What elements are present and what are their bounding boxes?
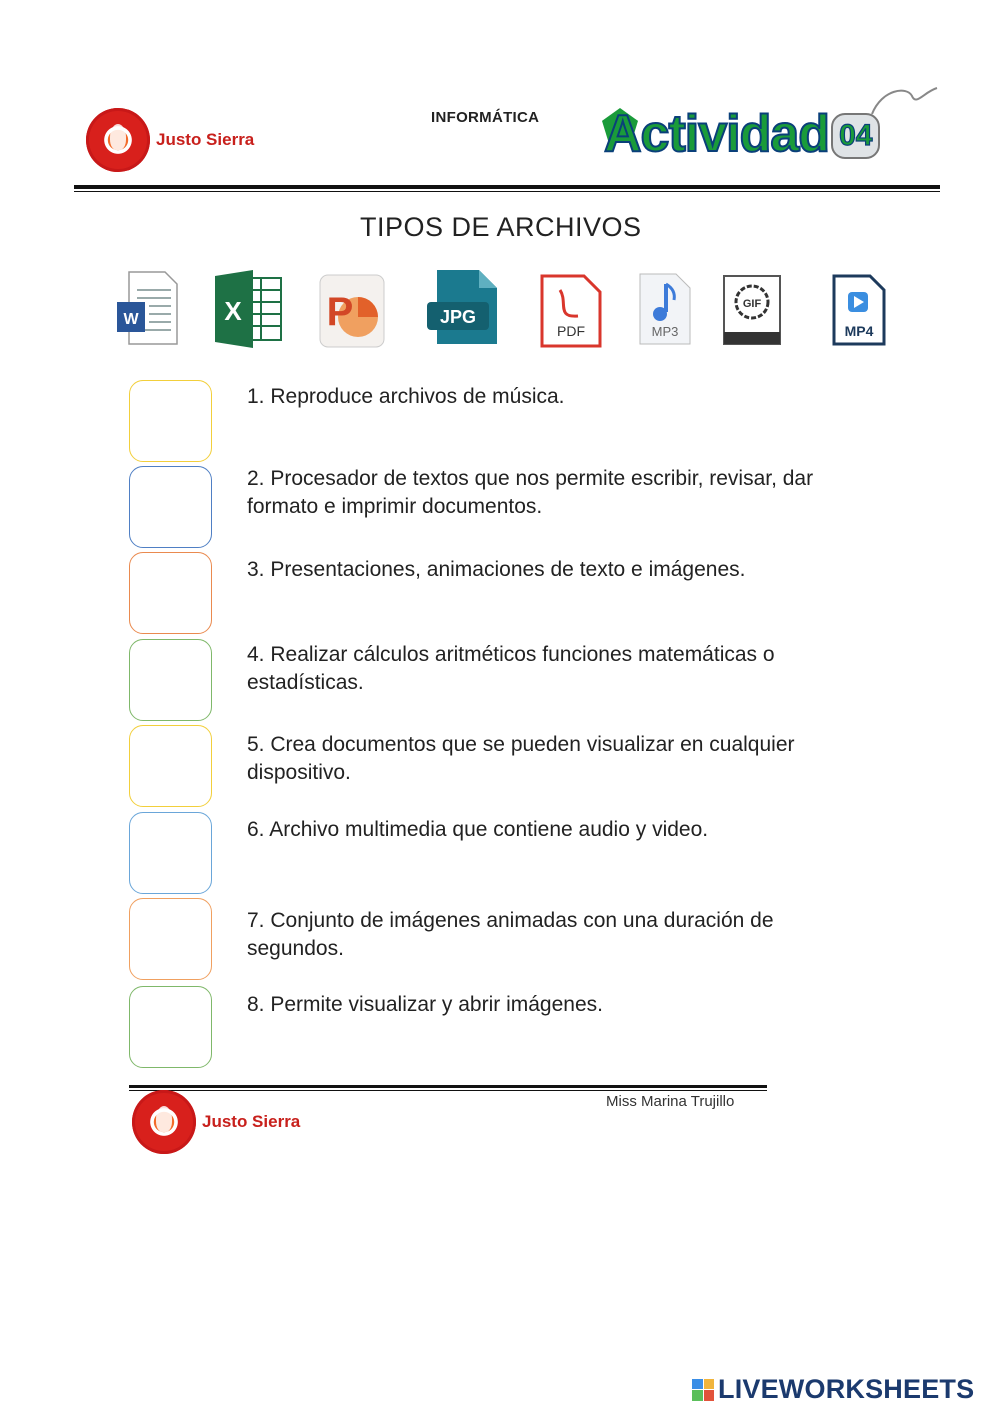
mp3-icon-label: MP3	[651, 324, 679, 339]
author-name: Miss Marina Trujillo	[606, 1093, 735, 1110]
school-emblem-icon	[86, 108, 150, 172]
item-7-text: 7. Conjunto de imágenes animadas con una duración de segundos.	[247, 909, 774, 960]
gif-icon	[722, 274, 782, 346]
answer-box-6[interactable]	[129, 812, 212, 894]
item-4-text: 4. Realizar cálculos aritméticos funciones matemáticas o estadísticas.	[247, 643, 775, 694]
pdf-icon	[538, 272, 604, 350]
jpg-icon-label: JPG	[439, 307, 477, 327]
page-title: TIPOS DE ARCHIVOS	[360, 212, 642, 242]
item-2-text: 2. Procesador de textos que nos permite escribir, revisar, dar formato e imprimir documentos.	[247, 467, 814, 518]
activity-badge	[604, 104, 880, 164]
powerpoint-icon	[318, 273, 386, 349]
jpg-icon	[425, 268, 499, 346]
excel-icon	[213, 268, 283, 350]
footer-school-name: Justo Sierra	[202, 1112, 301, 1131]
answer-box-8[interactable]	[129, 986, 212, 1068]
subject-label: INFORMÁTICA	[431, 109, 540, 126]
answer-box-4[interactable]	[129, 639, 212, 721]
item-5-text: 5. Crea documentos que se pueden visualizar en cualquier dispositivo.	[247, 733, 795, 784]
answer-box-5[interactable]	[129, 725, 212, 807]
school-logo	[86, 108, 254, 172]
powerpoint-icon-label: P	[326, 290, 354, 334]
activity-word: Actividad	[604, 105, 830, 163]
item-1-text: 1. Reproduce archivos de música.	[247, 385, 565, 408]
mouse-icon	[852, 84, 942, 134]
answer-box-7[interactable]	[129, 898, 212, 980]
item-3-text: 3. Presentaciones, animaciones de texto e imágenes.	[247, 558, 746, 581]
mp3-icon	[636, 272, 694, 346]
brand-name: LIVEWORKSHEETS	[718, 1374, 975, 1404]
answer-box-3[interactable]	[129, 552, 212, 634]
word-icon-label: W	[123, 311, 139, 328]
mp4-icon-label: MP4	[844, 323, 874, 339]
mp4-icon	[830, 274, 888, 346]
item-8-text: 8. Permite visualizar y abrir imágenes.	[247, 993, 603, 1016]
footer-school-emblem-icon	[132, 1090, 196, 1154]
footer-school-logo	[132, 1090, 300, 1154]
liveworksheets-logo-icon	[692, 1379, 714, 1401]
footer-divider	[129, 1085, 767, 1088]
item-6-text: 6. Archivo multimedia que contiene audio y video.	[247, 818, 709, 841]
liveworksheets-brand	[692, 1374, 974, 1405]
excel-icon-label: X	[224, 296, 242, 326]
pdf-icon-label: PDF	[557, 323, 585, 339]
activity-number: 04	[831, 113, 880, 159]
gif-icon-label: GIF	[742, 298, 762, 310]
answer-box-1[interactable]	[129, 380, 212, 462]
school-name: Justo Sierra	[156, 130, 255, 149]
header-divider-thin	[74, 191, 940, 192]
word-icon	[115, 270, 181, 346]
answer-box-2[interactable]	[129, 466, 212, 548]
header-divider	[74, 185, 940, 189]
